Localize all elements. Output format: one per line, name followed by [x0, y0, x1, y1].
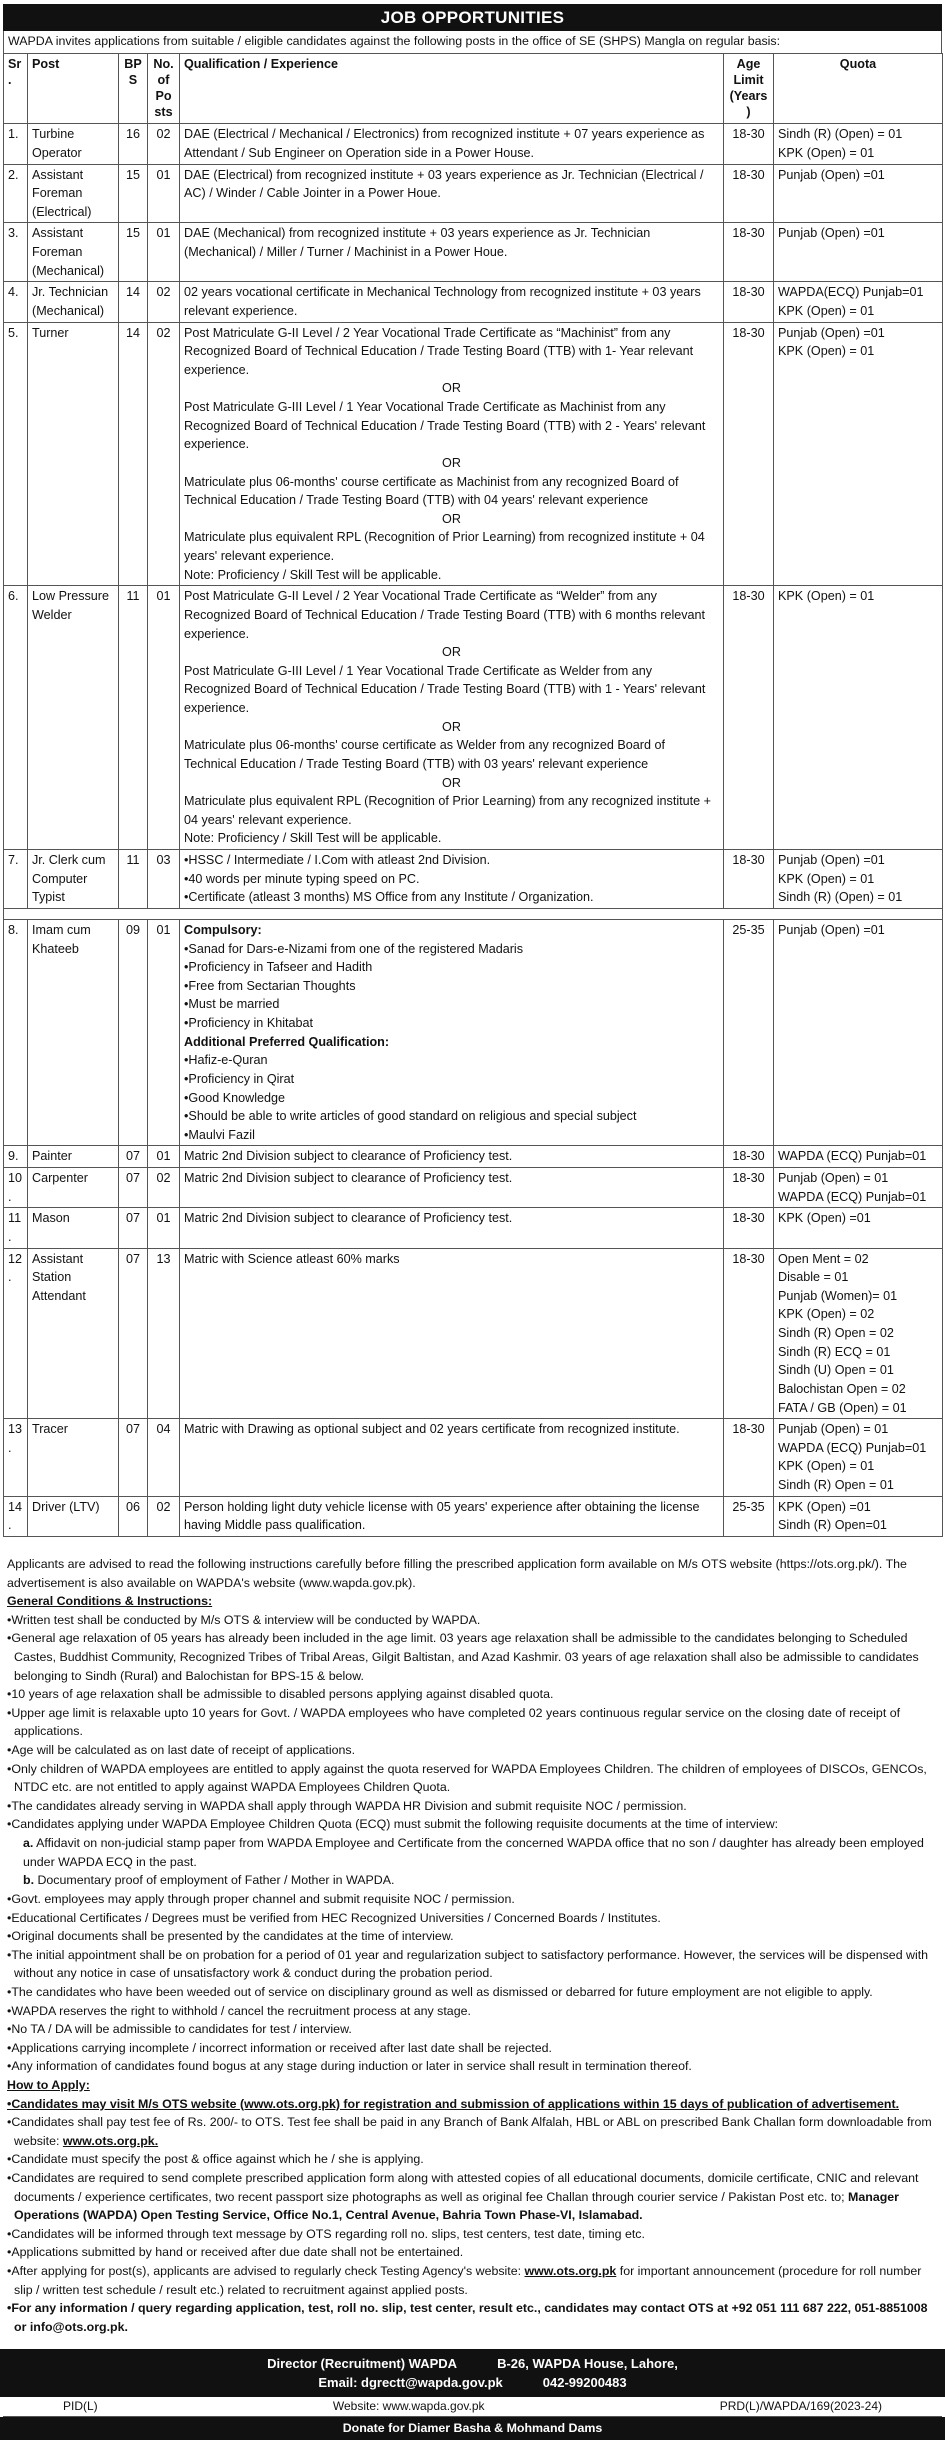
quota-line: Sindh (R) Open = 01	[778, 1478, 894, 1493]
cell-quota	[774, 322, 943, 586]
cell-age-limit: 18-30	[724, 124, 774, 164]
table-row	[4, 223, 943, 282]
qualification-line: • Free from Sectarian Thoughts	[184, 977, 719, 996]
cell-qualification	[180, 124, 724, 164]
cell-no-of-posts: 01	[148, 586, 180, 850]
col-header-post: Post	[28, 54, 119, 124]
cell-sr: 1.	[4, 124, 28, 164]
cell-qualification	[180, 1496, 724, 1536]
qualification-line: Post Matriculate G-II Level / 2 Year Vocational Trade Certificate as “Welder” from any Recognized Board of Technical Education / Trade Testing Board (TTB) with 6 months relevant experience.	[184, 589, 706, 641]
ots-website-link[interactable]: www.ots.org.pk.	[62, 2133, 159, 2148]
qualification-line: Person holding light duty vehicle license with 05 years' experience after obtaining the license having Middle pass qualification.	[184, 1499, 700, 1533]
intro-text: WAPDA invites applications from suitable / eligible candidates against the following posts in the office of SE (SHPS) Mangla on regular basis:	[3, 31, 942, 53]
qualification-line: OR	[442, 775, 461, 790]
posts-table	[3, 53, 943, 1537]
table-row	[4, 919, 943, 1146]
quota-line: Sindh (R) (Open) = 01	[778, 890, 903, 905]
quota-line: Punjab (Open) =01	[778, 922, 885, 937]
cell-age-limit: 18-30	[724, 1248, 774, 1419]
cell-post: Assistant Foreman (Electrical)	[28, 164, 119, 223]
cell-sr: 3.	[4, 223, 28, 282]
cell-bps: 15	[119, 164, 148, 223]
cell-qualification	[180, 850, 724, 909]
table-row	[4, 850, 943, 909]
conditions-heading: General Conditions & Instructions:	[7, 1594, 213, 1609]
cell-bps: 16	[119, 124, 148, 164]
cell-post: Assistant Foreman (Mechanical)	[28, 223, 119, 282]
page-title: JOB OPPORTUNITIES	[3, 4, 942, 31]
quota-line: KPK (Open) = 02	[778, 1307, 875, 1322]
quota-line: WAPDA (ECQ) Punjab=01	[778, 1149, 927, 1164]
table-row	[4, 1496, 943, 1536]
apply-online-instruction: • Candidates may visit M/s OTS website (www.ots.org.pk) for registration and submission of applications within 15 days of publication of advertisement.	[7, 2095, 938, 2114]
footer-phone: 042-99200483	[542, 2375, 627, 2391]
qualification-line: • Good Knowledge	[184, 1089, 719, 1108]
cell-sr: 7.	[4, 850, 28, 909]
table-gap-row	[4, 908, 943, 919]
qualification-line: Matric 2nd Division subject to clearance of Proficiency test.	[184, 1171, 513, 1186]
cell-quota	[774, 223, 943, 282]
cell-no-of-posts: 02	[148, 322, 180, 586]
condition-item: • Only children of WAPDA employees are entitled to apply against the quota reserved for WAPDA Employees Children. The children of employees of DISCOs, GENCOs, NTDC etc. are not entitled to apply against WAPDA Employees Children Quota.	[7, 1760, 938, 1797]
cell-qualification	[180, 919, 724, 1146]
how-to-apply-list	[7, 2095, 938, 2337]
sms-instruction: • Candidates will be informed through text message by OTS regarding roll no. slips, test centers, test date, timing etc.	[7, 2225, 938, 2244]
cell-quota	[774, 164, 943, 223]
condition-item: • General age relaxation of 05 years has already been included in the age limit. 03 years age relaxation shall be admissible to the candidates belonging to Scheduled Castes, Buddhist Community, Recognized Tribes of Tribal Areas, Gilgit Baltistan, and Azad Kashmir. 03 years of age relaxation shall also be admissible to candidates belonging to Sindh (Rural) and Balochistan for BPS-15 & below.	[7, 1629, 938, 1685]
cell-quota	[774, 124, 943, 164]
cell-no-of-posts: 01	[148, 1208, 180, 1248]
condition-item: • The candidates who have been weeded out of service on disciplinary ground as well as dismissed or debarred for future employment are not eligible to apply.	[7, 1983, 938, 2002]
table-header-row	[4, 54, 943, 124]
condition-item: • The candidates already serving in WAPDA shall apply through WAPDA HR Division and submit requisite NOC / permission.	[7, 1797, 938, 1816]
quota-line: Sindh (R) (Open) = 01	[778, 127, 903, 142]
table-row	[4, 322, 943, 586]
qualification-line: Compulsory:	[184, 922, 262, 937]
cell-qualification	[180, 282, 724, 322]
quota-line: Punjab (Open) =01	[778, 325, 885, 340]
qualification-line: OR	[442, 719, 461, 734]
condition-item: • No TA / DA will be admissible to candidates for test / interview.	[7, 2020, 938, 2039]
cell-age-limit: 18-30	[724, 164, 774, 223]
cell-qualification	[180, 1146, 724, 1168]
specify-post-instruction: • Candidate must specify the post & office against which he / she is applying.	[7, 2150, 938, 2169]
cell-no-of-posts: 02	[148, 124, 180, 164]
cell-bps: 11	[119, 850, 148, 909]
cell-bps: 15	[119, 223, 148, 282]
cell-post: Mason	[28, 1208, 119, 1248]
cell-sr: 11.	[4, 1208, 28, 1248]
footer-reference-row	[3, 2397, 942, 2418]
cell-age-limit: 18-30	[724, 1146, 774, 1168]
cell-no-of-posts: 04	[148, 1419, 180, 1497]
cell-sr: 5.	[4, 322, 28, 586]
cell-post: Assistant Station Attendant	[28, 1248, 119, 1419]
col-header-age-limit: Age Limit (Years)	[724, 54, 774, 124]
condition-item: • Applications carrying incomplete / incorrect information or received after last date shall be rejected.	[7, 2039, 938, 2058]
cell-bps: 07	[119, 1419, 148, 1497]
cell-bps: 11	[119, 586, 148, 850]
qualification-line: DAE (Mechanical) from recognized institute + 03 years experience as Jr. Technician (Mechanical) / Miller / Turner / Machinist in a Power Houe.	[184, 226, 651, 260]
instructions-section	[3, 1555, 942, 2337]
conditions-list	[7, 1611, 938, 1834]
table-row	[4, 586, 943, 850]
cell-no-of-posts: 01	[148, 164, 180, 223]
qualification-line: Matriculate plus 06-months' course certificate as Machinist from any recognized Board of Technical Education / Trade Testing Board (TTB) with 04 years' relevant experience	[184, 474, 679, 508]
cell-sr: 10.	[4, 1168, 28, 1208]
cell-post: Imam cum Khateeb	[28, 919, 119, 1146]
qualification-line: Matric 2nd Division subject to clearance of Proficiency test.	[184, 1149, 513, 1164]
table-row	[4, 1208, 943, 1248]
qualification-line: OR	[442, 511, 461, 526]
cell-post: Tracer	[28, 1419, 119, 1497]
qualification-line: OR	[442, 455, 461, 470]
cell-age-limit: 18-30	[724, 1419, 774, 1497]
cell-sr: 2.	[4, 164, 28, 223]
quota-line: Punjab (Open) =01	[778, 853, 885, 868]
cell-age-limit: 18-30	[724, 282, 774, 322]
cell-bps: 07	[119, 1248, 148, 1419]
qualification-line: Matriculate plus equivalent RPL (Recognition of Prior Learning) from any recognized institute + 04 years' relevant experience.	[184, 794, 711, 827]
ecq-document-b: b. Documentary proof of employment of Father / Mother in WAPDA.	[23, 1873, 395, 1888]
table-row	[4, 164, 943, 223]
qualification-line: DAE (Electrical / Mechanical / Electronics) from recognized institute + 07 years experience as Attendant / Sub Engineer on Operation side in a Power House.	[184, 127, 705, 160]
quota-line: Sindh (R) Open = 02	[778, 1326, 894, 1341]
cell-age-limit: 18-30	[724, 850, 774, 909]
qualification-line: • Sanad for Dars-e-Nizami from one of the registered Madaris	[184, 940, 719, 959]
cell-quota	[774, 919, 943, 1146]
condition-item: • Govt. employees may apply through proper channel and submit requisite NOC / permission.	[7, 1890, 938, 1909]
ots-website-link-2[interactable]: www.ots.org.pk	[524, 2264, 617, 2279]
quota-line: Balochistan Open = 02	[778, 1381, 906, 1396]
ecq-documents-list	[7, 1834, 938, 1890]
cell-qualification	[180, 322, 724, 586]
cell-qualification	[180, 1419, 724, 1497]
check-website-instruction: • After applying for post(s), applicants are advised to regularly check Testing Agency's website: www.ots.org.pk for important announcement (procedure for roll number slip / written test schedule / result etc.) related to recruitment against applied posts.	[7, 2262, 938, 2299]
condition-item: • Age will be calculated as on last date of receipt of applications.	[7, 1741, 938, 1760]
cell-quota	[774, 850, 943, 909]
cell-bps: 14	[119, 322, 148, 586]
footer-pid-right: PRD(L)/WAPDA/169(2023-24)	[719, 2398, 882, 2413]
ecq-document-a: a. Affidavit on non-judicial stamp paper from WAPDA Employee and Certificate from the concerned WAPDA office that no son / daughter has already been employed under WAPDA ECQ in the past.	[23, 1836, 924, 1869]
cell-age-limit: 18-30	[724, 1208, 774, 1248]
cell-post: Jr. Technician (Mechanical)	[28, 282, 119, 322]
cell-age-limit: 25-35	[724, 919, 774, 1146]
table-row	[4, 1168, 943, 1208]
conditions-list-2	[7, 1890, 938, 2076]
cell-bps: 09	[119, 919, 148, 1146]
cell-quota	[774, 1208, 943, 1248]
cell-quota	[774, 586, 943, 850]
table-row	[4, 282, 943, 322]
cell-sr: 12.	[4, 1248, 28, 1419]
quota-line: FATA / GB (Open) = 01	[778, 1400, 907, 1415]
posts-table-body	[4, 124, 943, 1537]
condition-item: • Any information of candidates found bogus at any stage during induction or later in service shall result in termination thereof.	[7, 2057, 938, 2076]
cell-sr: 8.	[4, 919, 28, 1146]
qualification-line: Note: Proficiency / Skill Test will be applicable.	[184, 567, 442, 582]
qualification-line: Post Matriculate G-II Level / 2 Year Vocational Trade Certificate as “Machinist” from any Recognized Board of Technical Education / Trade Testing Board (TTB) with 1- Year relevant experience.	[184, 325, 694, 377]
quota-line: KPK (Open) = 01	[778, 871, 875, 886]
quota-line: Punjab (Women)= 01	[778, 1288, 898, 1303]
qualification-line: Matriculate plus 06-months' course certificate as Welder from any recognized Board of Technical Education / Trade Testing Board (TTB) with 03 years' relevant experience	[184, 738, 665, 771]
qualification-line: • Proficiency in Tafseer and Hadith	[184, 958, 719, 977]
cell-post: Turbine Operator	[28, 124, 119, 164]
footer-pid-left: PID(L)	[63, 2398, 98, 2413]
footer-email: Email: dgrectt@wapda.gov.pk	[318, 2375, 503, 2391]
notice-text: Applicants are advised to read the following instructions carefully before filling the prescribed application form available on M/s OTS website (https://ots.org.pk/). The advertisement is also available on WAPDA's website (www.wapda.gov.pk).	[7, 1556, 907, 1590]
qualification-line: 02 years vocational certificate in Mechanical Technology from recognized institute + 03 years relevant experience.	[184, 285, 701, 318]
footer-address: B-26, WAPDA House, Lahore,	[497, 2355, 678, 2371]
cell-no-of-posts: 01	[148, 919, 180, 1146]
col-header-quota: Quota	[774, 54, 943, 124]
cell-bps: 07	[119, 1168, 148, 1208]
by-hand-instruction: • Applications submitted by hand or received after due date shall not be entertained.	[7, 2243, 938, 2262]
condition-item: • Upper age limit is relaxable upto 10 years for Govt. / WAPDA employees who have completed 02 years continuous regular service on the closing date of receipt of applications.	[7, 1704, 938, 1741]
condition-item: • Written test shall be conducted by M/s OTS & interview will be conducted by WAPDA.	[7, 1611, 938, 1630]
cell-sr: 13.	[4, 1419, 28, 1497]
table-row	[4, 1248, 943, 1419]
cell-no-of-posts: 13	[148, 1248, 180, 1419]
qualification-line: • Hafiz-e-Quran	[184, 1051, 719, 1070]
cell-quota	[774, 282, 943, 322]
cell-quota	[774, 1248, 943, 1419]
ots-address: Manager Operations (WAPDA) Open Testing Service, Office No.1, Central Avenue, Bahria Town Phase-VI, Islamabad.	[14, 2189, 900, 2223]
cell-qualification	[180, 223, 724, 282]
cell-bps: 06	[119, 1496, 148, 1536]
cell-sr: 14.	[4, 1496, 28, 1536]
quota-line: Sindh (R) Open=01	[778, 1518, 887, 1533]
quota-line: KPK (Open) =01	[778, 1211, 871, 1226]
qualification-line: Matric 2nd Division subject to clearance of Proficiency test.	[184, 1211, 513, 1226]
qualification-line: • Proficiency in Qirat	[184, 1070, 719, 1089]
cell-quota	[774, 1496, 943, 1536]
col-header-qualification: Qualification / Experience	[180, 54, 724, 124]
cell-age-limit: 18-30	[724, 586, 774, 850]
cell-no-of-posts: 01	[148, 1146, 180, 1168]
qualification-line: Note: Proficiency / Skill Test will be applicable.	[184, 831, 442, 846]
quota-line: Punjab (Open) = 01	[778, 1171, 889, 1186]
qualification-line: Post Matriculate G-III Level / 1 Year Vocational Trade Certificate as Machinist from any Recognized Board of Technical Education / Trade Testing Board (TTB) with 2 - Years' relevant experience.	[184, 400, 706, 452]
test-fee-instruction: • Candidates shall pay test fee of Rs. 200/- to OTS. Test fee shall be paid in any Branch of Bank Alfalah, HBL or ABL on prescribed Bank Challan form downloadable from website: www.ots.org.pk.	[7, 2113, 938, 2150]
cell-no-of-posts: 03	[148, 850, 180, 909]
cell-sr: 9.	[4, 1146, 28, 1168]
quota-line: Punjab (Open) = 01	[778, 1422, 889, 1437]
cell-post: Turner	[28, 322, 119, 586]
cell-post: Jr. Clerk cum Computer Typist	[28, 850, 119, 909]
cell-post: Driver (LTV)	[28, 1496, 119, 1536]
qualification-line: • HSSC / Intermediate / I.Com with atleast 2nd Division.	[184, 851, 719, 870]
cell-bps: 14	[119, 282, 148, 322]
table-row	[4, 1419, 943, 1497]
quota-line: KPK (Open) =01	[778, 1499, 871, 1514]
cell-qualification	[180, 586, 724, 850]
cell-qualification	[180, 1248, 724, 1419]
quota-line: WAPDA (ECQ) Punjab=01	[778, 1440, 927, 1455]
table-row	[4, 1146, 943, 1168]
col-header-sr: Sr.	[4, 54, 28, 124]
footer-website: Website: www.wapda.gov.pk	[332, 2398, 485, 2413]
cell-qualification	[180, 1168, 724, 1208]
qualification-line: Matriculate plus equivalent RPL (Recognition of Prior Learning) from recognized institute + 04 years' relevant experience.	[184, 530, 705, 564]
cell-sr: 6.	[4, 586, 28, 850]
qualification-line: OR	[442, 645, 461, 660]
cell-no-of-posts: 02	[148, 1168, 180, 1208]
condition-item: • Educational Certificates / Degrees must be verified from HEC Recognized Universities / Concerned Boards / Institutes.	[7, 1909, 938, 1928]
quota-line: KPK (Open) = 01	[778, 1459, 875, 1474]
quota-line: Sindh (R) ECQ = 01	[778, 1344, 891, 1359]
cell-quota	[774, 1146, 943, 1168]
cell-sr: 4.	[4, 282, 28, 322]
contact-instruction: • For any information / query regarding application, test, roll no. slip, test center, result etc., candidates may contact OTS at +92 051 111 687 222, 051-8851008 or info@ots.org.pk.	[7, 2299, 938, 2336]
qualification-line: Post Matriculate G-III Level / 1 Year Vocational Trade Certificate as Welder from any Recognized Board of Technical Education / Trade Testing Board (TTB) with 1 - Years' relevant experience.	[184, 663, 706, 716]
quota-line: WAPDA (ECQ) Punjab=01	[778, 1189, 927, 1204]
col-header-bps: BPS	[119, 54, 148, 124]
cell-post: Painter	[28, 1146, 119, 1168]
cell-no-of-posts: 01	[148, 223, 180, 282]
cell-quota	[774, 1419, 943, 1497]
condition-item: • Original documents shall be presented by the candidates at the time of interview.	[7, 1927, 938, 1946]
condition-item: • 10 years of age relaxation shall be admissible to disabled persons applying against disabled quota.	[7, 1685, 938, 1704]
cell-post: Low Pressure Welder	[28, 586, 119, 850]
qualification-line: DAE (Electrical) from recognized institute + 03 years experience as Jr. Technician (Electrical / AC) / Winder / Cable Jointer in a Power Houe.	[184, 167, 704, 201]
cell-age-limit: 18-30	[724, 1168, 774, 1208]
quota-line: KPK (Open) = 01	[778, 344, 875, 359]
cell-no-of-posts: 02	[148, 282, 180, 322]
qualification-line: • Maulvi Fazil	[184, 1126, 719, 1145]
footer-director: Director (Recruitment) WAPDA	[267, 2355, 458, 2371]
cell-quota	[774, 1168, 943, 1208]
quota-line: KPK (Open) = 01	[778, 589, 875, 604]
quota-line: WAPDA(ECQ) Punjab=01	[778, 285, 924, 300]
cell-qualification	[180, 1208, 724, 1248]
quota-line: KPK (Open) = 01	[778, 303, 875, 318]
qualification-line: • Should be able to write articles of good standard on religious and special subject	[184, 1107, 719, 1126]
qualification-line: OR	[442, 381, 461, 396]
condition-item: • WAPDA reserves the right to withhold / cancel the recruitment process at any stage.	[7, 2002, 938, 2021]
send-documents-instruction: • Candidates are required to send complete prescribed application form along with attested copies of all educational documents, domicile certificate, CNIC and relevant documents / experience certificates, two recent passport size photographs as well as original fee Challan through courier service / Pakistan Post etc. to; Manager Operations (WAPDA) Open Testing Service, Office No.1, Central Avenue, Bahria Town Phase-VI, Islamabad.	[7, 2169, 938, 2225]
cell-age-limit: 18-30	[724, 322, 774, 586]
cell-age-limit: 18-30	[724, 223, 774, 282]
quota-line: Punjab (Open) =01	[778, 167, 885, 182]
cell-qualification	[180, 164, 724, 223]
quota-line: Punjab (Open) =01	[778, 226, 885, 241]
qualification-line: Additional Preferred Qualification:	[184, 1034, 390, 1049]
table-row	[4, 124, 943, 164]
condition-item: • Candidates applying under WAPDA Employee Children Quota (ECQ) must submit the following requisite documents at the time of interview:	[7, 1815, 938, 1834]
qualification-line: • Certificate (atleast 3 months) MS Office from any Institute / Organization.	[184, 888, 719, 907]
how-to-apply-heading: How to Apply:	[7, 2077, 90, 2092]
footer-contact-band	[0, 2349, 945, 2397]
cell-post: Carpenter	[28, 1168, 119, 1208]
quota-line: Disable = 01	[778, 1270, 849, 1285]
qualification-line: • 40 words per minute typing speed on PC.	[184, 870, 719, 889]
qualification-line: • Proficiency in Khitabat	[184, 1014, 719, 1033]
quota-line: Sindh (U) Open = 01	[778, 1363, 894, 1378]
cell-bps: 07	[119, 1208, 148, 1248]
cell-no-of-posts: 02	[148, 1496, 180, 1536]
cell-age-limit: 25-35	[724, 1496, 774, 1536]
quota-line: Open Ment = 02	[778, 1251, 869, 1266]
quota-line: KPK (Open) = 01	[778, 145, 875, 160]
col-header-no-of-posts: No. of Posts	[148, 54, 180, 124]
qualification-line: Matric with Drawing as optional subject and 02 years certificate from recognized institute.	[184, 1422, 680, 1437]
footer-slogan: Donate for Diamer Basha & Mohmand Dams	[0, 2417, 945, 2439]
cell-bps: 07	[119, 1146, 148, 1168]
qualification-line: Matric with Science atleast 60% marks	[184, 1251, 400, 1266]
condition-item: • The initial appointment shall be on probation for a period of 01 year and regularization subject to satisfactory performance. However, the services will be dispensed with without any notice in case of unsatisfactory work & conduct during the probation period.	[7, 1946, 938, 1983]
qualification-line: • Must be married	[184, 995, 719, 1014]
